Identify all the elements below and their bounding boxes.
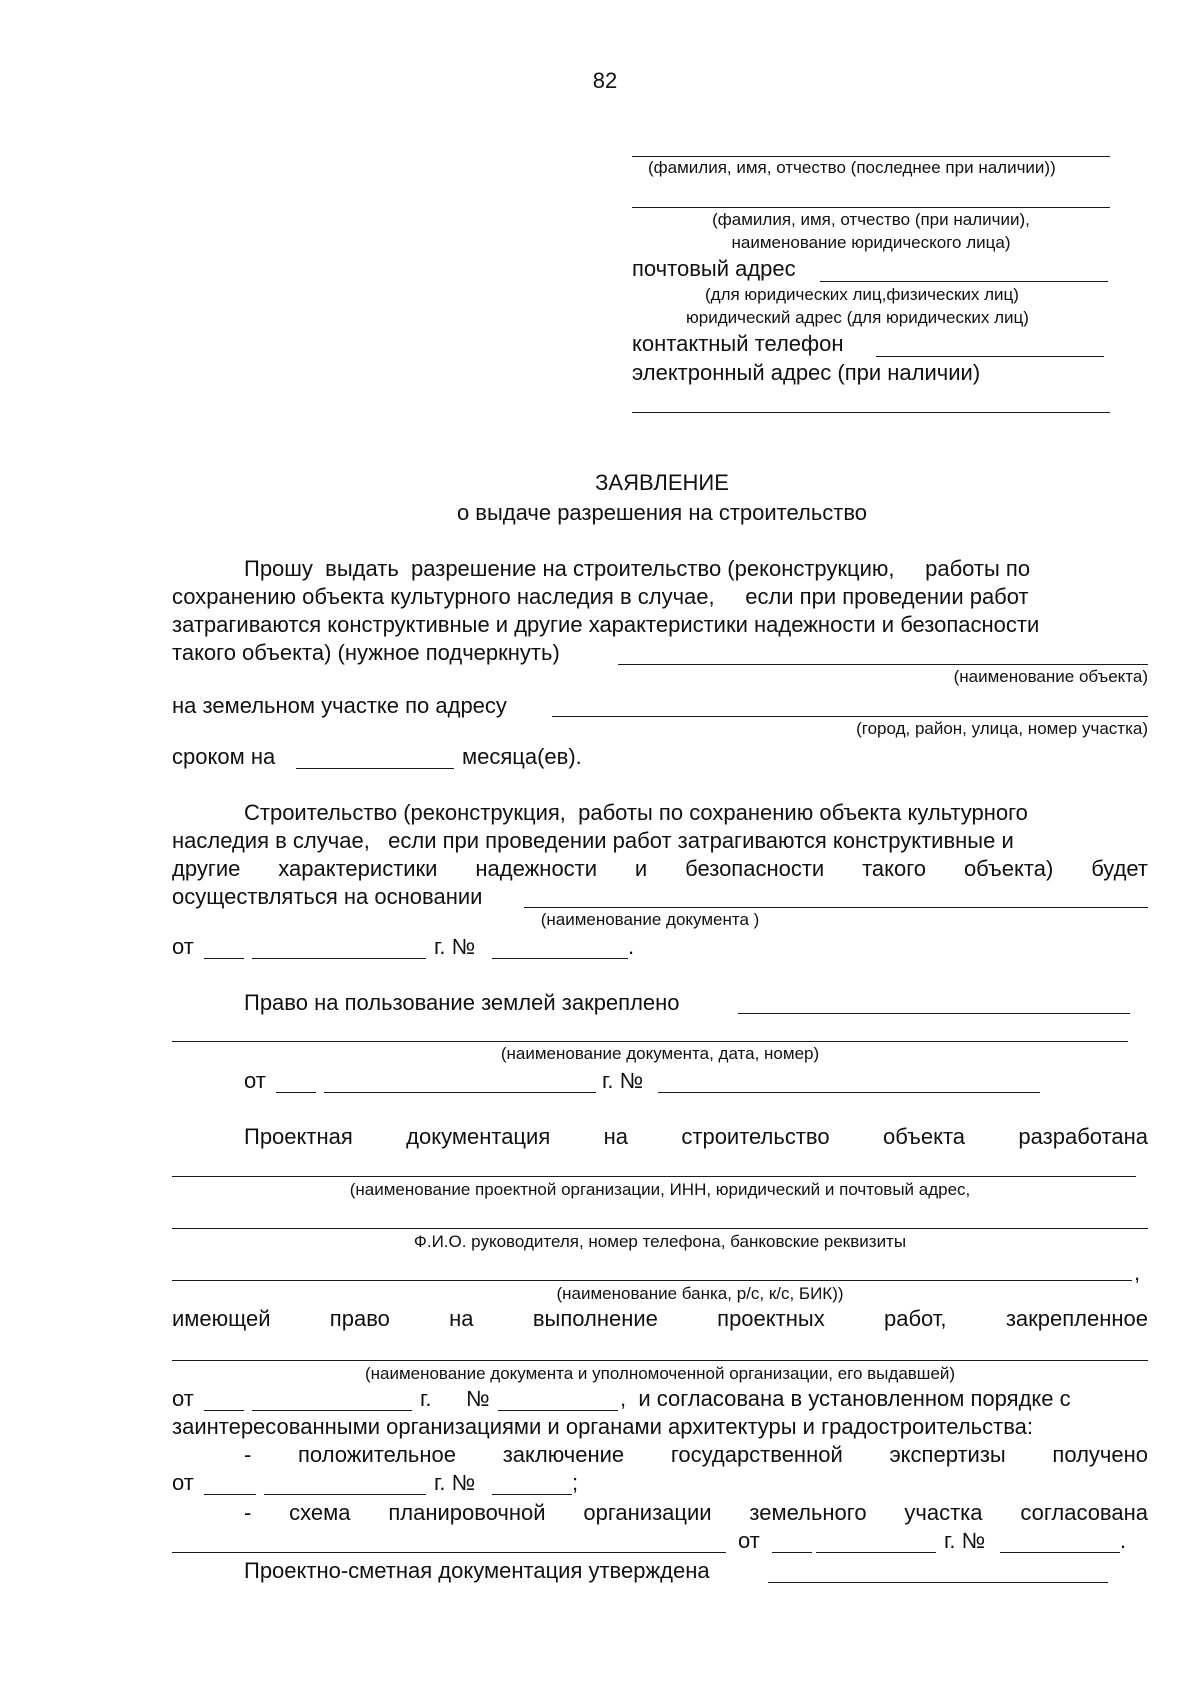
p2-line-2: наследия в случае, если при проведении работ затрагиваются конструктивные и [172,828,1014,853]
agreed-number-line[interactable] [498,1410,618,1411]
scheme-number-line[interactable] [1000,1552,1120,1553]
applicant-line[interactable] [632,207,1110,208]
land-year-no-label: г. № [602,1068,644,1093]
psd-line[interactable] [768,1582,1108,1583]
land-day-line[interactable] [276,1092,316,1093]
term-line[interactable] [296,768,454,769]
p1-line-2: сохранению объекта культурного наследия в случае, если при проведении работ [172,584,1029,609]
project-org-line[interactable] [172,1176,1136,1177]
doc-caption: (наименование документа ) [540,910,760,929]
object-caption: (наименование объекта) [953,667,1148,686]
agreed-no-label: № [466,1386,490,1411]
document-subtitle: о выдаче разрешения на строительство [456,500,868,525]
land-right-line-2[interactable] [172,1041,1128,1042]
agreed-year-label: г. [420,1386,432,1411]
basis-date-line[interactable] [252,958,426,959]
term-suffix: месяца(ев). [462,744,582,769]
having-right-line: имеющей право на выполнение проектных работ, закрепленное [172,1306,1148,1331]
issuer-line[interactable] [172,1360,1148,1361]
applicant-caption-1: (фамилия, имя, отчество (при наличии), [712,210,1030,229]
p2-line-4: осуществляться на основании [172,884,483,909]
land-date-line[interactable] [324,1092,596,1093]
land-address-line[interactable] [552,716,1148,717]
scheme-date-line[interactable] [816,1552,936,1553]
object-line[interactable] [618,664,1148,665]
expertise-number-line[interactable] [492,1494,572,1495]
p2-line-3: другие характеристики надежности и безопасности такого объекта) будет [172,856,1148,881]
from-label: от [172,934,194,959]
fio-caption: (фамилия, имя, отчество (последнее при наличии)) [648,158,1056,177]
land-doc-caption: (наименование документа, дата, номер) [500,1044,820,1063]
p1-line-3: затрагиваются конструктивные и другие характеристики надежности и безопасности [172,612,1040,637]
email-line[interactable] [632,412,1110,413]
project-line: Проектная документация на строительство объекта разработана [244,1124,1148,1149]
issuer-caption: (наименование документа и уполномоченной организации, его выдавшей) [364,1364,956,1383]
applicant-caption-2: наименование юридического лица) [731,233,1011,252]
scheme-year-no-label: г. № [944,1528,986,1553]
bank-caption: (наименование банка, р/с, к/с, БИК)) [556,1284,844,1303]
expertise-line: - положительное заключение государственной экспертизы получено [244,1442,1148,1467]
postal-caption-2: юридический адрес (для юридических лиц) [686,308,1029,327]
p1-line-1: Прошу выдать разрешение на строительство (реконструкцию, работы по [244,556,1031,581]
phone-line[interactable] [876,356,1104,357]
scheme-from-label: от [738,1528,760,1553]
agreed-date-line[interactable] [252,1410,412,1411]
land-number-line[interactable] [658,1092,1040,1093]
expertise-date-line[interactable] [264,1494,426,1495]
land-from-label: от [244,1068,266,1093]
bank-comma: , [1134,1260,1141,1285]
land-right-label: Право на пользование землей закреплено [244,990,680,1015]
land-label: на земельном участке по адресу [172,693,507,718]
page-number: 82 [592,68,618,93]
basis-period: . [628,934,635,959]
bank-line[interactable] [172,1280,1132,1281]
document-title: ЗАЯВЛЕНИЕ [595,470,729,495]
term-label: сроком на [172,744,276,769]
agreed-text: , и согласована в установленном порядке с [620,1386,1071,1411]
scheme-line: - схема планировочной организации земельного участка согласована [244,1500,1148,1525]
year-no-label: г. № [434,934,476,959]
postal-line[interactable] [820,281,1108,282]
expertise-year-no-label: г. № [434,1470,476,1495]
postal-caption-1: (для юридических лиц,физических лиц) [705,285,1019,304]
project-org-line-2[interactable] [172,1228,1148,1229]
email-label: электронный адрес (при наличии) [632,360,981,385]
agreed-from-label: от [172,1386,194,1411]
phone-label: контактный телефон [632,331,844,356]
basis-line[interactable] [524,907,1148,908]
p2-line-1: Строительство (реконструкция, работы по сохранению объекта культурного [244,800,1028,825]
basis-day-line[interactable] [204,958,244,959]
land-right-line[interactable] [738,1013,1130,1014]
scheme-period: . [1120,1528,1127,1553]
project-org-caption: (наименование проектной организации, ИНН, юридический и почтовый адрес, [349,1180,971,1199]
scheme-org-line[interactable] [172,1552,726,1553]
p1-line-4: такого объекта) (нужное подчеркнуть) [172,640,560,665]
agreed-line-2: заинтересованными организациями и органами архитектуры и градостроительства: [172,1414,1033,1439]
fio-line[interactable] [632,156,1110,157]
psd-label: Проектно-сметная документация утверждена [244,1558,710,1583]
basis-number-line[interactable] [492,958,628,959]
scheme-day-line[interactable] [772,1552,812,1553]
expertise-semicolon: ; [572,1470,579,1495]
agreed-day-line[interactable] [204,1410,244,1411]
address-caption: (город, район, улица, номер участка) [856,719,1148,738]
project-head-caption: Ф.И.О. руководителя, номер телефона, банковские реквизиты [413,1232,907,1251]
postal-label: почтовый адрес [632,256,796,281]
expertise-day-line[interactable] [204,1494,256,1495]
expertise-from-label: от [172,1470,194,1495]
